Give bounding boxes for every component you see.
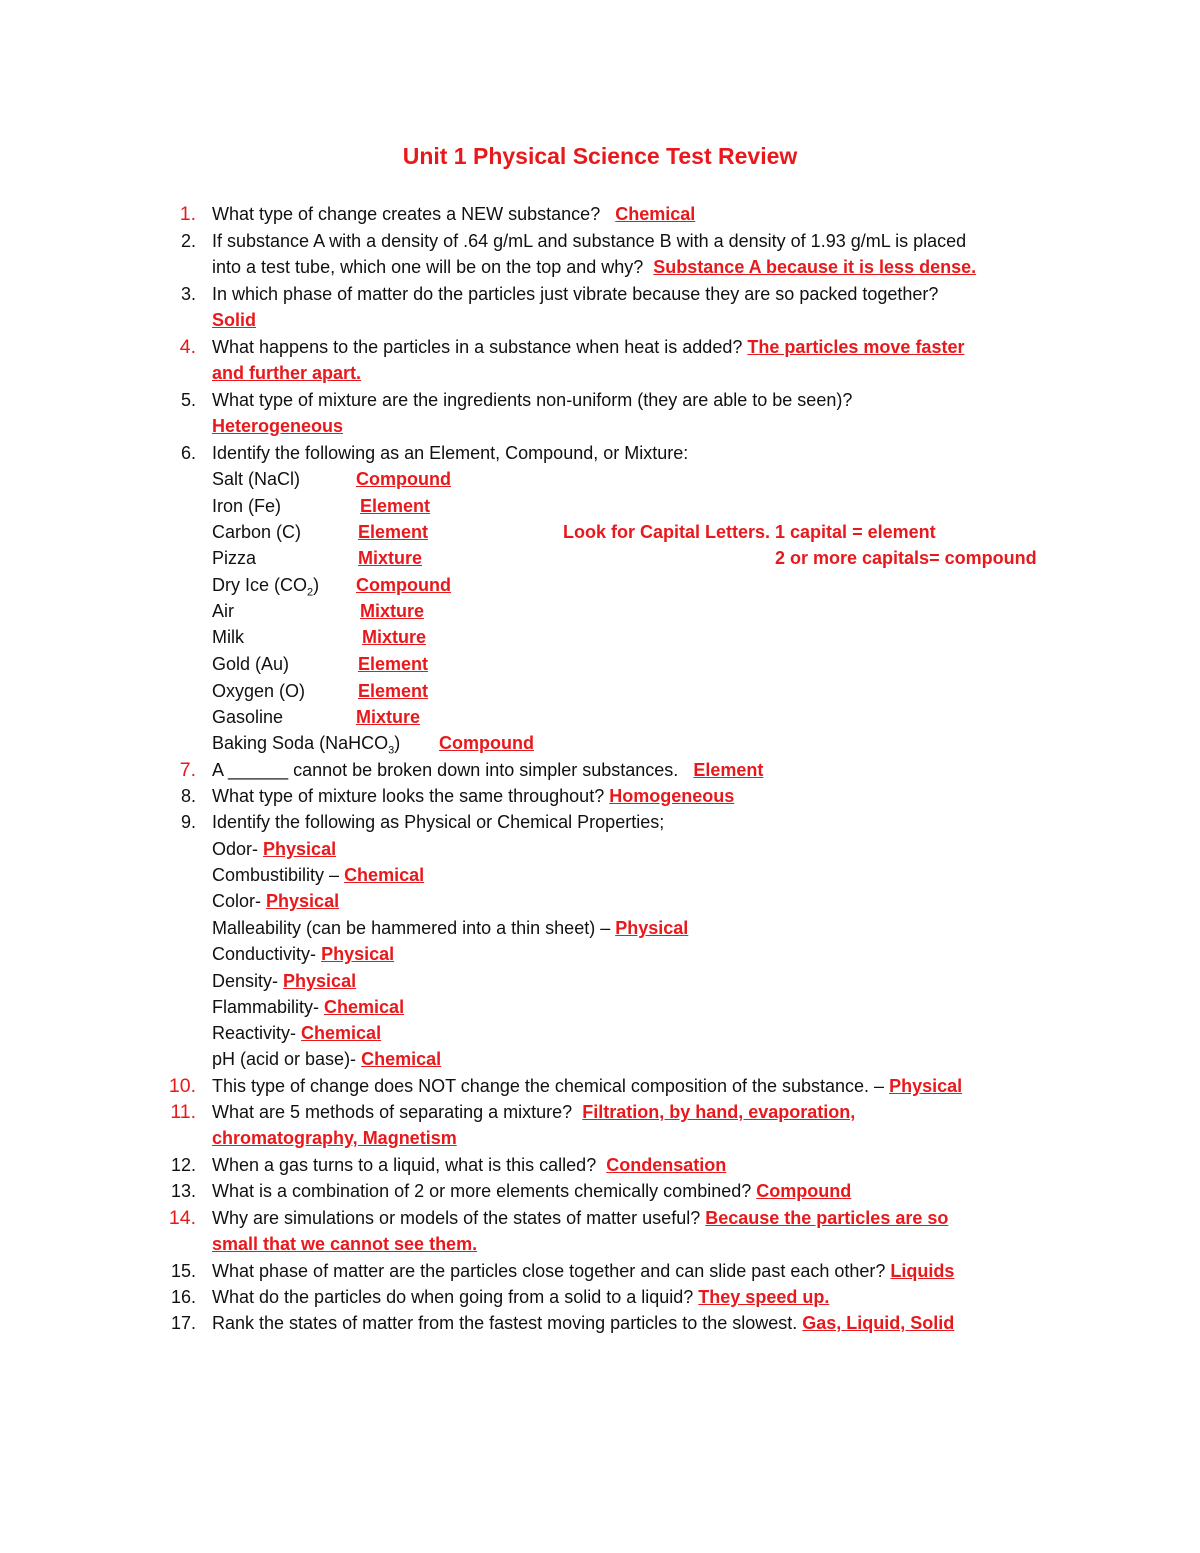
answer-line xyxy=(212,362,361,384)
answer-continued: small that we cannot see them. xyxy=(212,1234,478,1254)
answer: Physical xyxy=(889,1076,963,1096)
property-item: Density- Physical xyxy=(212,971,357,991)
classify-item: Gasoline xyxy=(212,707,284,727)
answer: The particles move faster xyxy=(747,337,965,357)
answer: Solid xyxy=(212,310,256,330)
classify-item: Pizza xyxy=(212,548,257,568)
question-text: What are 5 methods of separating a mixture? Filtration, by hand, evaporation, xyxy=(212,1102,856,1122)
question-number: 15. xyxy=(170,1261,196,1281)
question-text: What type of mixture are the ingredients non-uniform (they are able to be seen)? xyxy=(212,390,853,410)
answer: Compound xyxy=(756,1181,852,1201)
classify-item: Air xyxy=(212,601,234,621)
question-text: into a test tube, which one will be on the top and why? Substance A because it is less dense. xyxy=(212,257,977,277)
classify-answer: Mixture xyxy=(360,601,425,621)
question-number: 3. xyxy=(180,284,196,304)
question-number: 6. xyxy=(180,443,196,463)
question-text: What is a combination of 2 or more elements chemically combined? Compound xyxy=(212,1181,852,1201)
classify-item: Oxygen (O) xyxy=(212,681,306,701)
question-number: 10. xyxy=(168,1075,196,1097)
answer: Homogeneous xyxy=(609,786,735,806)
question-number: 4. xyxy=(179,336,196,358)
answer-continued: chromatography, Magnetism xyxy=(212,1128,457,1148)
answer: They speed up. xyxy=(698,1287,830,1307)
question-number: 2. xyxy=(180,231,196,251)
question-number: 16. xyxy=(170,1287,196,1307)
classify-answer: Compound xyxy=(356,469,451,489)
question-text: A ______ cannot be broken down into simpler substances. Element xyxy=(212,760,764,780)
question-number: 1. xyxy=(179,203,196,225)
classify-answer: Element xyxy=(358,522,429,542)
answer-line xyxy=(212,1233,477,1255)
question-text: What type of mixture looks the same throughout? Homogeneous xyxy=(212,786,735,806)
question-number: 17. xyxy=(170,1313,196,1333)
property-item: Reactivity- Chemical xyxy=(212,1023,382,1043)
question-number: 7. xyxy=(179,759,196,781)
classify-item: Baking Soda (NaHCO$_3$) xyxy=(212,733,401,757)
page-title: Unit 1 Physical Science Test Review xyxy=(402,143,798,169)
question-text: What type of change creates a NEW substance? Chemical xyxy=(212,204,696,224)
capital-letters-note: Look for Capital Letters. 1 capital = element xyxy=(563,522,936,542)
question-number: 11. xyxy=(170,1101,196,1123)
question-text: Why are simulations or models of the states of matter useful? Because the particles are so xyxy=(212,1208,949,1228)
answer: Chemical xyxy=(615,204,696,224)
answer: Filtration, by hand, evaporation, xyxy=(582,1102,856,1122)
question-text: If substance A with a density of .64 g/mL and substance B with a density of 1.93 g/mL is placed xyxy=(212,231,967,251)
answer-continued: and further apart. xyxy=(212,363,362,383)
question-text: Identify the following as an Element, Compound, or Mixture: xyxy=(212,443,689,463)
answer: Element xyxy=(693,760,764,780)
question-text: What happens to the particles in a substance when heat is added? The particles move faster xyxy=(212,337,965,357)
question-number: 13. xyxy=(170,1181,196,1201)
capital-letters-note-2: 2 or more capitals= compound xyxy=(775,548,1037,568)
answer: Condensation xyxy=(606,1155,727,1175)
property-item: Conductivity- Physical xyxy=(212,944,395,964)
classify-item: Iron (Fe) xyxy=(212,496,282,516)
question-text: In which phase of matter do the particles just vibrate because they are so packed together? xyxy=(212,284,939,304)
classify-item: Milk xyxy=(212,627,244,647)
property-item: pH (acid or base)- Chemical xyxy=(212,1049,442,1069)
question-text: This type of change does NOT change the chemical composition of the substance. – Physical xyxy=(212,1076,963,1096)
question-text: What phase of matter are the particles close together and can slide past each other? Liquids xyxy=(212,1261,955,1281)
question-number: 8. xyxy=(180,786,196,806)
classify-answer: Mixture xyxy=(362,627,427,647)
property-item: Odor- Physical xyxy=(212,839,337,859)
classify-item: Carbon (C) xyxy=(212,522,302,542)
classify-item: Dry Ice $(CO_2)$ xyxy=(212,575,320,599)
question-text: Rank the states of matter from the fastest moving particles to the slowest. Gas, Liquid, Solid xyxy=(212,1313,955,1333)
question-text: What do the particles do when going from a solid to a liquid? They speed up. xyxy=(212,1287,830,1307)
classify-answer: Compound xyxy=(356,575,451,595)
property-item: Flammability- Chemical xyxy=(212,997,405,1017)
classify-answer: Compound xyxy=(439,733,534,753)
answer: Because the particles are so xyxy=(705,1208,949,1228)
property-item: Color- Physical xyxy=(212,891,340,911)
classify-answer: Mixture xyxy=(358,548,423,568)
classify-answer: Element xyxy=(358,654,429,674)
property-item: Malleability (can be hammered into a thin sheet) – Physical xyxy=(212,918,689,938)
question-number: 14. xyxy=(168,1207,196,1229)
classify-answer: Element xyxy=(360,496,431,516)
question-number: 5. xyxy=(180,390,196,410)
answer: Gas, Liquid, Solid xyxy=(802,1313,955,1333)
question-number: 12. xyxy=(170,1155,196,1175)
classify-item: Salt (NaCl) xyxy=(212,469,301,489)
classify-item: Gold (Au) xyxy=(212,654,290,674)
property-item: Combustibility – Chemical xyxy=(212,865,425,885)
answer-line xyxy=(212,1127,457,1149)
question-number: 9. xyxy=(180,812,196,832)
classify-answer: Mixture xyxy=(356,707,421,727)
question-text: Identify the following as Physical or Chemical Properties; xyxy=(212,812,665,832)
classify-answer: Element xyxy=(358,681,429,701)
answer: Substance A because it is less dense. xyxy=(653,257,977,277)
answer: Liquids xyxy=(890,1261,955,1281)
answer-line xyxy=(212,309,256,331)
question-text: When a gas turns to a liquid, what is this called? Condensation xyxy=(212,1155,727,1175)
answer-line xyxy=(212,415,343,437)
answer: Heterogeneous xyxy=(212,416,344,436)
